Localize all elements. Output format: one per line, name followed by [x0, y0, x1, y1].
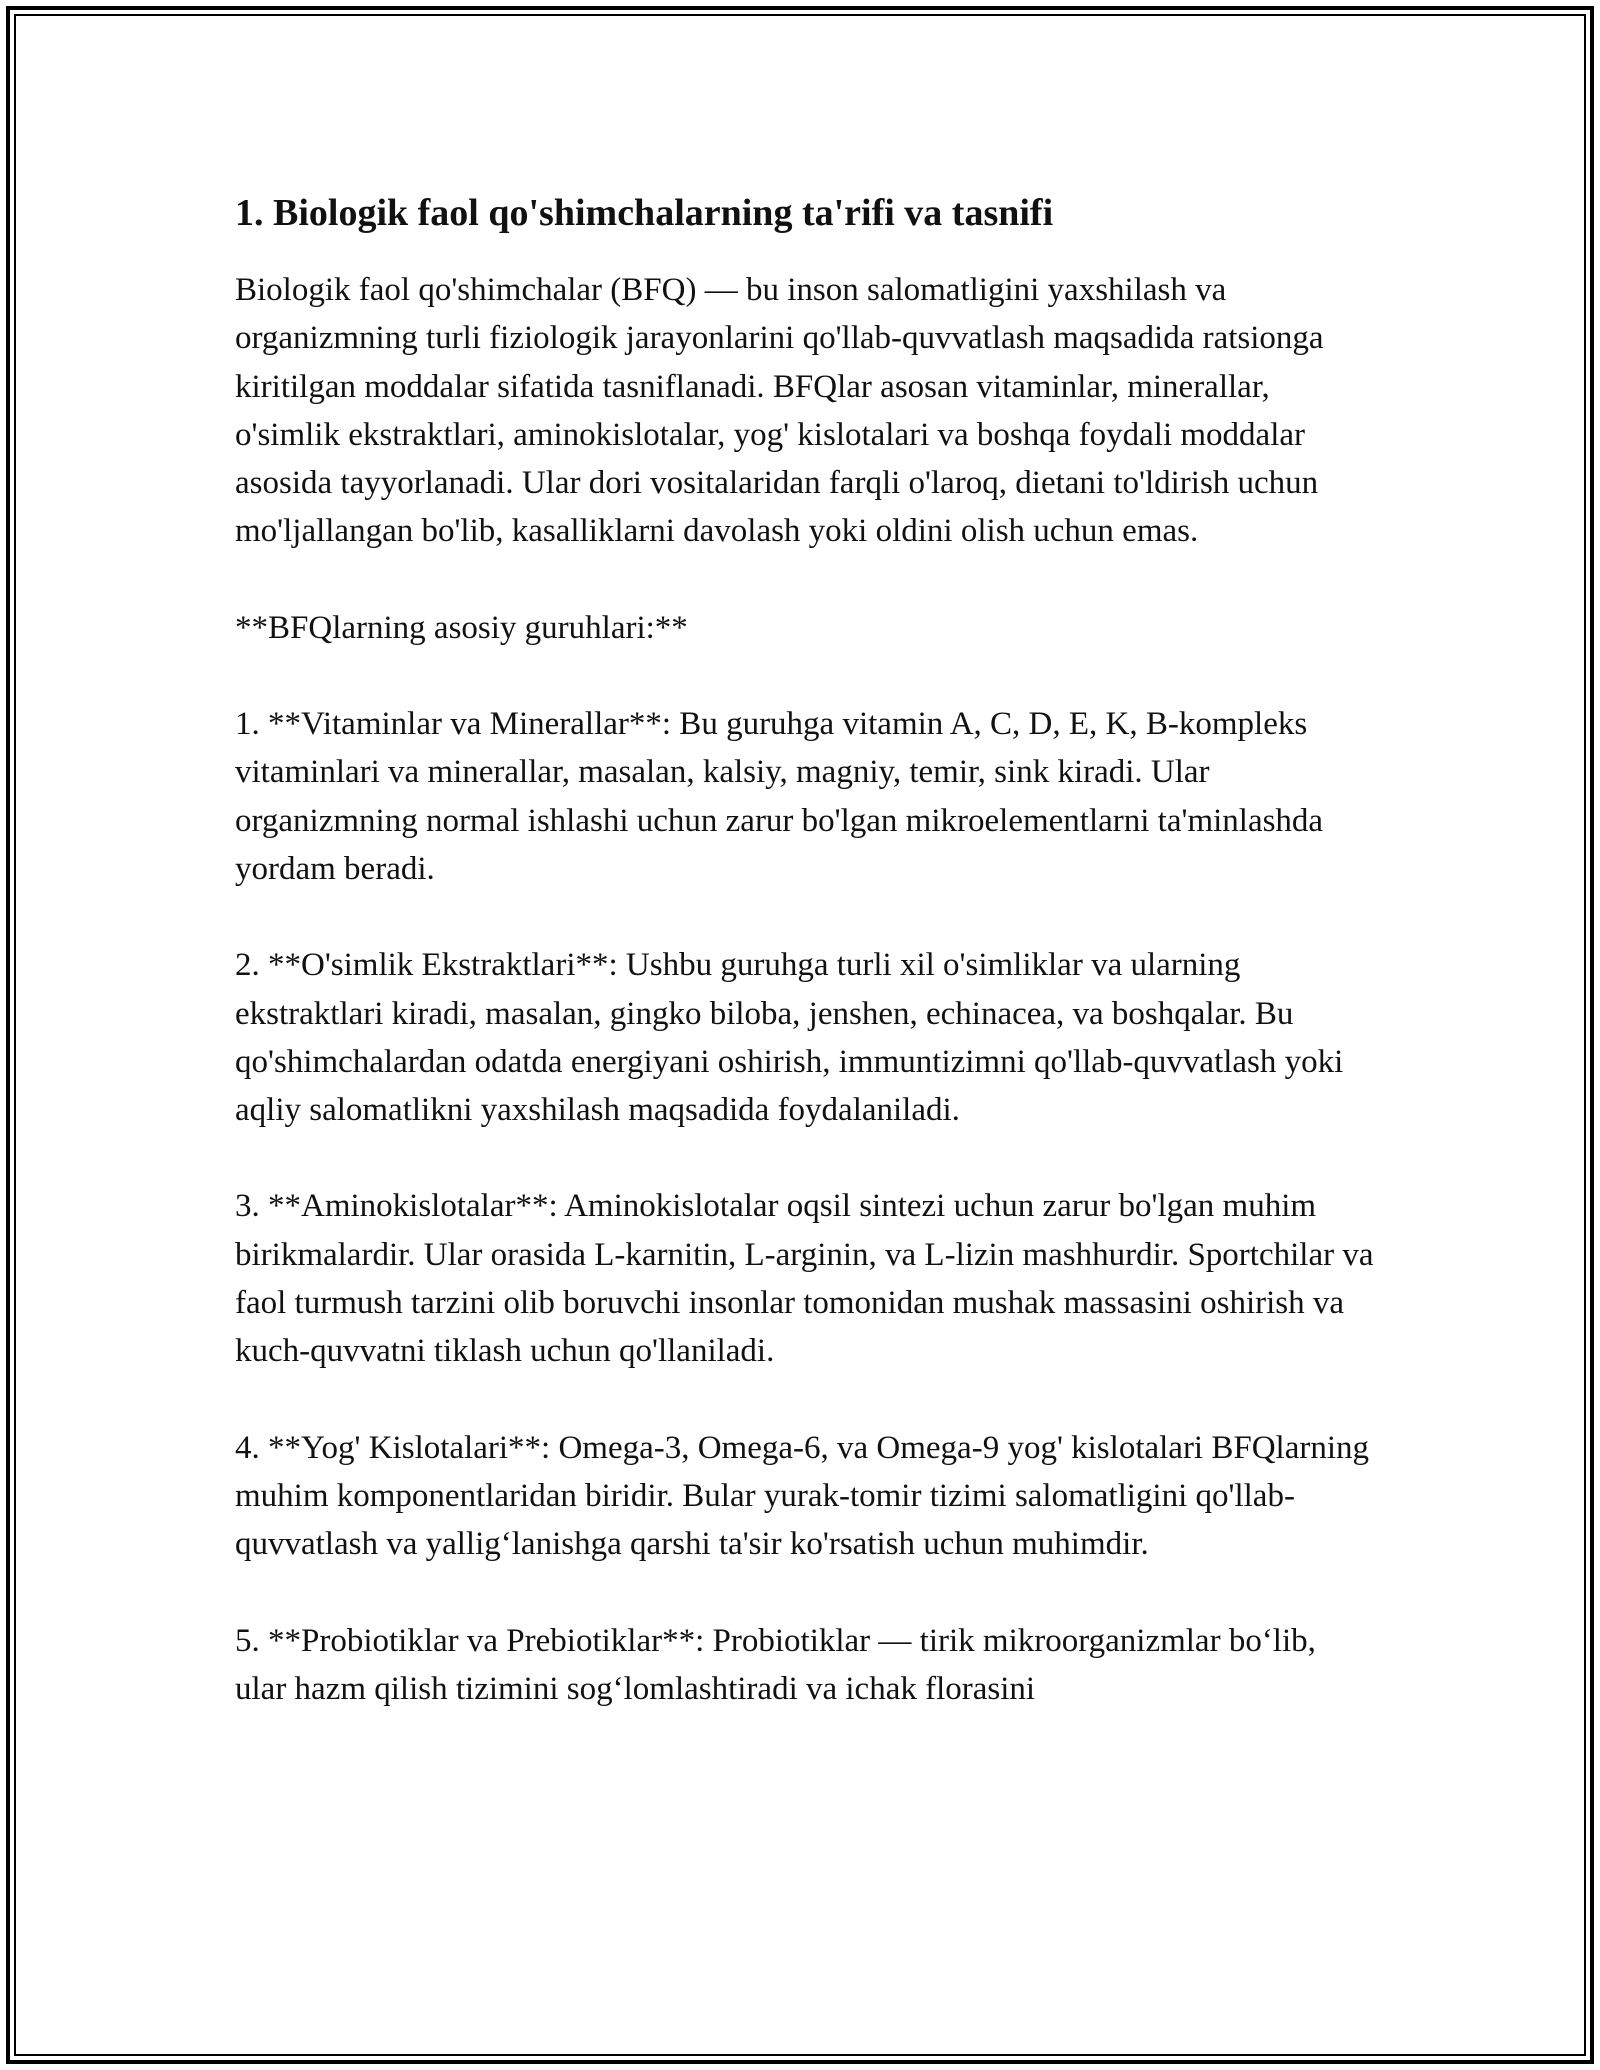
document-body: [235, 186, 1375, 1761]
list-item-vitamins: 1. **Vitaminlar va Minerallar**: Bu guruhga vitamin A, C, D, E, K, B-kompleks vitaminlari va minerallar, masalan, kalsiy, magniy, temir, sink kiradi. Ular organizmning normal ishlashi uchun zarur bo'lgan mikroelementlarni ta'minlashda yordam beradi.: [235, 706, 1324, 887]
list-item-probiotics: 5. **Probiotiklar va Prebiotiklar**: Probiotiklar — tirik mikroorganizmlar bo‘lib, ular hazm qilish tizimini sog‘lomlashtiradi va ichak florasini: [235, 1622, 1316, 1707]
list-item-fatty-acids: 4. **Yog' Kislotalari**: Omega-3, Omega-6, va Omega-9 yog' kislotalari BFQlarning muhim komponentlaridan biridir. Bular yurak-tomir tizimi salomatligini qo'llab-quvvatlash va yallig‘lanishga qarshi ta'sir ko'rsatish uchun muhimdir.: [235, 1429, 1370, 1563]
groups-heading: **BFQlarning asosiy guruhlari:**: [235, 609, 688, 646]
intro-paragraph: Biologik faol qo'shimchalar (BFQ) — bu inson salomatligini yaxshilash va organizmning turli fiziologik jarayonlarini qo'llab-quvvatlash maqsadida ratsionga kiritilgan moddalar sifatida tasniflanadi. BFQlar asosan vitaminlar, minerallar, o'simlik ekstraktlari, aminokislotalar, yog' kislotalari va boshqa foydali moddalar asosida tayyorlanadi. Ular dori vositalaridan farqli o'laroq, dietani to'ldirish uchun mo'ljallangan bo'lib, kasalliklarni davolash yoki oldini olish uchun emas.: [235, 272, 1324, 550]
list-item-amino-acids: 3. **Aminokislotalar**: Aminokislotalar oqsil sintezi uchun zarur bo'lgan muhim birikmalardir. Ular orasida L-karnitin, L-arginin, va L-lizin mashhurdir. Sportchilar va faol turmush tarzini olib boruvchi insonlar tomonidan mushak massasini oshirish va kuch-quvvatni tiklash uchun qo'llaniladi.: [235, 1188, 1374, 1370]
document-title: 1. Biologik faol qo'shimchalarning ta'rifi va tasnifi: [235, 192, 1054, 234]
list-item-plant-extracts: 2. **O'simlik Ekstraktlari**: Ushbu guruhga turli xil o'simliklar va ularning ekstraktlari kiradi, masalan, gingko biloba, jenshen, echinacea, va boshqalar. Bu qo'shimchalardan odatda energiyani oshirish, immuntizimni qo'llab-quvvatlash yoki aqliy salomatlikni yaxshilash maqsadida foydalaniladi.: [235, 947, 1344, 1129]
